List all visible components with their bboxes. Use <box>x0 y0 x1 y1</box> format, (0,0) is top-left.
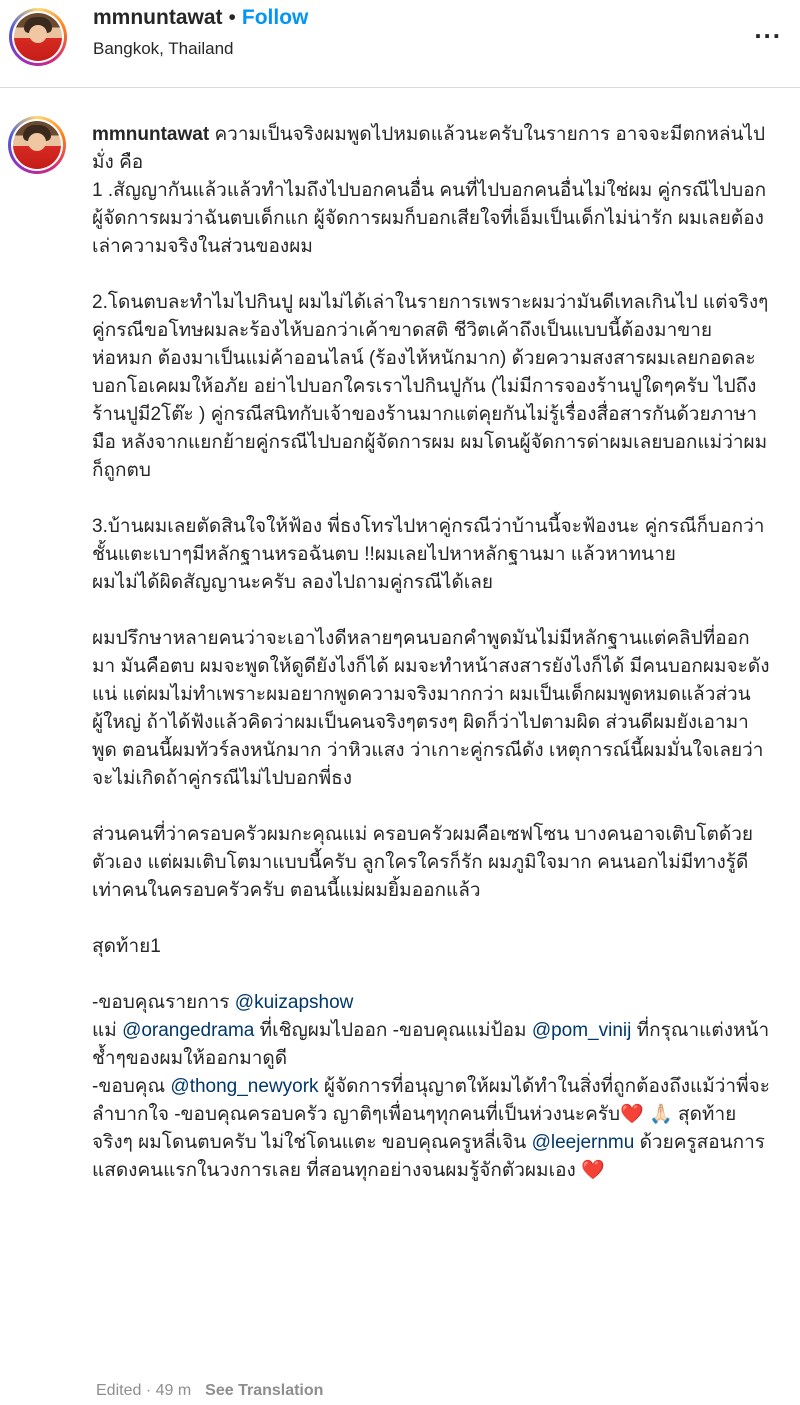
post-caption <box>92 121 772 1185</box>
caption-paragraph-3: 3.บ้านผมเลยตัดสินใจให้ฟ้อง พี่ธงโทรไปหาคู่กรณีว่าบ้านนี้จะฟ้องนะ คู่กรณีก็บอกว่า ชั้นแตะเบาๆมีหลักฐานหรอฉันตบ !!ผมเลยไปหาหลักฐานมา แล้วหาทนาย <box>92 516 765 565</box>
caption-username[interactable]: mmnuntawat <box>92 124 210 145</box>
separator-dot: • <box>228 6 236 29</box>
caption-thanks-1: -ขอบคุณรายการ @kuizapshow <box>92 992 354 1013</box>
mention-thong-newyork[interactable]: @thong_newyork <box>170 1076 319 1097</box>
mention-orangedrama[interactable]: @orangedrama <box>122 1020 255 1041</box>
mention-pom-vinij[interactable]: @pom_vinij <box>531 1020 632 1041</box>
praying-hands-emoji-icon: 🙏🏻 <box>649 1104 673 1125</box>
heart-emoji-icon: ❤️ <box>581 1160 605 1181</box>
caption-intro: mmnuntawat ความเป็นจริงผมพูดไปหมดแล้วนะครับในรายการ อาจจะมีตกหล่นไปมั่ง คือ <box>92 124 766 173</box>
avatar-photo <box>14 13 62 61</box>
caption-footer <box>96 1382 323 1400</box>
mention-leejernmu[interactable]: @leejernmu <box>531 1132 635 1153</box>
header-username[interactable]: mmnuntawat <box>93 6 223 29</box>
caption-avatar[interactable] <box>8 116 66 174</box>
more-options-icon[interactable]: ... <box>754 14 782 44</box>
caption-paragraph-6: สุดท้าย1 <box>92 936 161 957</box>
caption-paragraph-1: 1 .สัญญากันแล้วแล้วทำไมถึงไปบอกคนอื่น คนที่ไปบอกคนอื่นไม่ใช่ผม คู่กรณีไปบอกผู้จัดการผมว่าฉันตบเด็กแก ผู้จัดการผมก็บอกเสียใจที่เอ็มเป็นเด็กไม่น่ารัก ผมเลยต้องเล่าความจริงในส่วนของผม <box>92 180 767 257</box>
profile-avatar[interactable] <box>9 8 67 66</box>
mention-kuizapshow[interactable]: @kuizapshow <box>234 992 354 1013</box>
caption-paragraph-5: ส่วนคนที่ว่าครอบครัวผมกะคุณแม่ ครอบครัวผมคือเซฟโซน บางคนอาจเติบโตด้วยตัวเอง แต่ผมเติบโตมาแบบนี้ครับ ลูกใครใครก็รัก ผมภูมิใจมาก คนนอกไม่มีทางรู้ดีเท่าคนในครอบครัวครับ ตอนนี้แม่ผมยิ้มออกแล้ว <box>92 824 753 901</box>
post-location[interactable]: Bangkok, Thailand <box>93 39 234 58</box>
post-header <box>0 0 800 88</box>
caption-paragraph-4: ผมปรึกษาหลายคนว่าจะเอาไงดีหลายๆคนบอกคำพูดมันไม่มีหลักฐานแต่คลิปที่ออกมา มันคือตบ ผมจะพูดให้ดูดียังไงก็ได้ ผมจะทำหน้าสงสารยังไงก็ได้ มีคนบอกผมจะดังแน่ แต่ผมไม่ทำเพราะผมอยากพูดความจริงมากกว่า ผมเป็นเด็กผมพูดหมดแล้วส่วนผู้ใหญ่ ถ้าได้ฟังแล้วคิดว่าผมเป็นคนจริงๆตรงๆ ผิดก็ว่าไปตามผิด ส่วนดีผมยังเอามาพูด ตอนนี้ผมทัวร์ลงหนักมาก ว่าหิวแสง ว่าเกาะคู่กรณีดัง เหตุการณ์นี้ผมมั่นใจเลยว่าจะไม่เกิดถ้าคู่กรณีไม่ไปบอกพี่ธง <box>92 628 770 789</box>
caption-thanks-3: -ขอบคุณ @thong_newyork ผู้จัดการที่อนุญาตให้ผมได้ทำในสิ่งที่ถูกต้องถึงแม้ว่าพี่จะลำบากใจ -ขอบคุณครอบครัว ญาติๆเพื่อนๆทุกคนที่เป็นห่วงนะครับ❤️ 🙏🏻 สุดท้ายจริงๆ ผมโดนตบครับ ไม่ใช่โดนแตะ ขอบคุณครูหลี่เจิน @leejernmu ด้วยครูสอนการแสดงคนแรกในวงการเลย ที่สอนทุกอย่างจนผมรู้จักตัวผมเอง ❤️ <box>92 1076 770 1181</box>
heart-emoji-icon: ❤️ <box>620 1104 644 1125</box>
caption-paragraph-3b: ผมไม่ได้ผิดสัญญานะครับ ลองไปถามคู่กรณีได้เลย <box>92 572 494 593</box>
edited-timestamp: Edited · 49 m <box>96 1382 192 1399</box>
caption-thanks-2: แม่ @orangedrama ที่เชิญผมไปออก -ขอบคุณแม่ป้อม @pom_vinij ที่กรุณาแต่งหน้าช้ำๆของผมให้ออกมาดูดี <box>92 1020 770 1069</box>
follow-button[interactable]: Follow <box>241 6 309 29</box>
avatar-photo <box>13 121 61 169</box>
caption-paragraph-2: 2.โดนตบละทำไมไปกินปู ผมไม่ได้เล่าในรายการเพราะผมว่ามันดีเทลเกินไป แต่จริงๆ คู่กรณีขอโทษผมละร้องไห้บอกว่าเค้าขาดสติ ชีวิตเค้าถึงเป็นแบบนี้ต้องมาขายห่อหมก ต้องมาเป็นแม่ค้าออนไลน์ (ร้องไห้หนักมาก) ด้วยความสงสารผมเลยกอดละบอกโอเคผมให้อภัย อย่าไปบอกใครเราไปกินปูกัน (ไม่มีการจองร้านปูใดๆครับ ไปถึงร้านปูมี2โต๊ะ ) คู่กรณีสนิทกับเจ้าของร้านมากแต่คุยกันไม่รู้เรื่องสื่อสารกันด้วยภาษามือ หลังจากแยกย้ายคู่กรณีไปบอกผู้จัดการผม ผมโดนผู้จัดการด่าผมเลยบอกแม่ว่าผมก็ถูกตบ <box>92 292 769 481</box>
header-user-line <box>93 6 308 30</box>
see-translation-link[interactable]: See Translation <box>205 1382 324 1399</box>
